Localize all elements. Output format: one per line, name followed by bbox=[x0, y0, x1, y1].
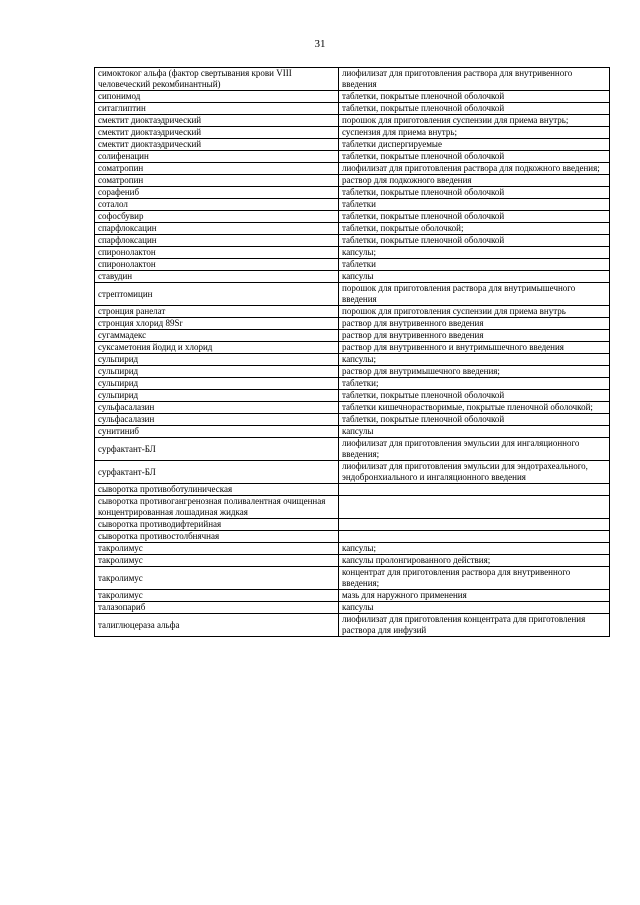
dosage-form-cell: капсулы; bbox=[339, 247, 610, 259]
table-row bbox=[95, 342, 610, 354]
dosage-form-cell: таблетки, покрытые пленочной оболочкой bbox=[339, 390, 610, 402]
drug-name-cell: сорафениб bbox=[95, 187, 339, 199]
page-number: 31 bbox=[314, 38, 326, 50]
table-row bbox=[95, 163, 610, 175]
drug-name-cell: такролимус bbox=[95, 555, 339, 567]
dosage-form-cell bbox=[339, 496, 610, 519]
drug-name-cell: суксаметония йодид и хлорид bbox=[95, 342, 339, 354]
drug-name-cell: сульфасалазин bbox=[95, 402, 339, 414]
table-row bbox=[95, 283, 610, 306]
drug-name-cell: ситаглиптин bbox=[95, 103, 339, 115]
table-row bbox=[95, 567, 610, 590]
dosage-form-cell: таблетки, покрытые пленочной оболочкой bbox=[339, 151, 610, 163]
dosage-form-cell: капсулы; bbox=[339, 354, 610, 366]
table-row bbox=[95, 103, 610, 115]
dosage-form-cell: раствор для внутримышечного введения; bbox=[339, 366, 610, 378]
dosage-form-cell: концентрат для приготовления раствора для внутривенного введения; bbox=[339, 567, 610, 590]
drug-name-cell: сульфасалазин bbox=[95, 414, 339, 426]
table-row bbox=[95, 519, 610, 531]
table-row bbox=[95, 614, 610, 637]
dosage-form-cell: лиофилизат для приготовления эмульсии для ингаляционного введения; bbox=[339, 438, 610, 461]
table-row bbox=[95, 211, 610, 223]
drug-name-cell: соматропин bbox=[95, 175, 339, 187]
dosage-form-cell: капсулы bbox=[339, 271, 610, 283]
table-row bbox=[95, 139, 610, 151]
drug-name-cell: сунитиниб bbox=[95, 426, 339, 438]
dosage-form-cell: таблетки кишечнорастворимые, покрытые пленочной оболочкой; bbox=[339, 402, 610, 414]
table-row bbox=[95, 602, 610, 614]
table-row bbox=[95, 330, 610, 342]
drug-name-cell: сыворотка противоботулиническая bbox=[95, 484, 339, 496]
dosage-form-cell: таблетки, покрытые пленочной оболочкой bbox=[339, 103, 610, 115]
drug-name-cell: сульпирид bbox=[95, 378, 339, 390]
dosage-form-cell bbox=[339, 519, 610, 531]
dosage-form-cell: таблетки bbox=[339, 199, 610, 211]
dosage-form-cell: таблетки, покрытые пленочной оболочкой bbox=[339, 187, 610, 199]
dosage-form-cell: суспензия для приема внутрь; bbox=[339, 127, 610, 139]
table-row bbox=[95, 91, 610, 103]
dosage-form-cell: капсулы bbox=[339, 426, 610, 438]
dosage-form-cell: мазь для наружного применения bbox=[339, 590, 610, 602]
dosage-form-cell: таблетки, покрытые пленочной оболочкой bbox=[339, 211, 610, 223]
drug-name-cell: сыворотка противостолбнячная bbox=[95, 531, 339, 543]
dosage-form-cell: капсулы пролонгированного действия; bbox=[339, 555, 610, 567]
table-row bbox=[95, 390, 610, 402]
drug-name-cell: сипонимод bbox=[95, 91, 339, 103]
table-row bbox=[95, 223, 610, 235]
table-row bbox=[95, 259, 610, 271]
dosage-form-cell: таблетки, покрытые оболочкой; bbox=[339, 223, 610, 235]
drug-name-cell: спиронолактон bbox=[95, 247, 339, 259]
dosage-form-cell bbox=[339, 484, 610, 496]
drug-name-cell: талиглюцераза альфа bbox=[95, 614, 339, 637]
dosage-form-cell: таблетки, покрытые пленочной оболочкой bbox=[339, 414, 610, 426]
dosage-form-cell: порошок для приготовления раствора для внутримышечного введения bbox=[339, 283, 610, 306]
dosage-form-cell: таблетки; bbox=[339, 378, 610, 390]
table-row bbox=[95, 461, 610, 484]
drug-name-cell: сурфактант-БЛ bbox=[95, 438, 339, 461]
drug-name-cell: соталол bbox=[95, 199, 339, 211]
table-row bbox=[95, 187, 610, 199]
table-row bbox=[95, 590, 610, 602]
drug-name-cell: спарфлоксацин bbox=[95, 223, 339, 235]
drug-name-cell: спиронолактон bbox=[95, 259, 339, 271]
dosage-form-cell: капсулы; bbox=[339, 543, 610, 555]
dosage-form-cell: таблетки bbox=[339, 259, 610, 271]
dosage-form-cell bbox=[339, 531, 610, 543]
drug-name-cell: ставудин bbox=[95, 271, 339, 283]
table-row bbox=[95, 199, 610, 211]
drug-name-cell: сурфактант-БЛ bbox=[95, 461, 339, 484]
table-row bbox=[95, 543, 610, 555]
table-row bbox=[95, 484, 610, 496]
dosage-form-cell: капсулы bbox=[339, 602, 610, 614]
drug-name-cell: софосбувир bbox=[95, 211, 339, 223]
drug-name-cell: стронция ранелат bbox=[95, 306, 339, 318]
table-body bbox=[95, 68, 610, 637]
dosage-form-cell: раствор для внутривенного и внутримышечного введения bbox=[339, 342, 610, 354]
table-row bbox=[95, 151, 610, 163]
table-row bbox=[95, 555, 610, 567]
table-row bbox=[95, 235, 610, 247]
table-row bbox=[95, 306, 610, 318]
drug-name-cell: стронция хлорид 89Sr bbox=[95, 318, 339, 330]
drug-name-cell: соматропин bbox=[95, 163, 339, 175]
dosage-form-cell: таблетки, покрытые пленочной оболочкой bbox=[339, 91, 610, 103]
drug-name-cell: такролимус bbox=[95, 543, 339, 555]
table-row bbox=[95, 378, 610, 390]
drug-name-cell: такролимус bbox=[95, 567, 339, 590]
drug-name-cell: талазопариб bbox=[95, 602, 339, 614]
drug-name-cell: сыворотка противодифтерийная bbox=[95, 519, 339, 531]
dosage-form-cell: раствор для подкожного введения bbox=[339, 175, 610, 187]
drug-name-cell: симоктоког альфа (фактор свертывания крови VIII человеческий рекомбинантный) bbox=[95, 68, 339, 91]
dosage-form-cell: таблетки, покрытые пленочной оболочкой bbox=[339, 235, 610, 247]
table-row bbox=[95, 318, 610, 330]
dosage-form-cell: лиофилизат для приготовления концентрата для приготовления раствора для инфузий bbox=[339, 614, 610, 637]
drug-name-cell: сыворотка противогангренозная поливалентная очищенная концентрированная лошадиная жидкая bbox=[95, 496, 339, 519]
drug-name-cell: смектит диоктаэдрический bbox=[95, 115, 339, 127]
drug-name-cell: солифенацин bbox=[95, 151, 339, 163]
dosage-form-cell: лиофилизат для приготовления раствора для внутривенного введения bbox=[339, 68, 610, 91]
drug-name-cell: сульпирид bbox=[95, 390, 339, 402]
table-row bbox=[95, 426, 610, 438]
table-row bbox=[95, 115, 610, 127]
dosage-form-cell: раствор для внутривенного введения bbox=[339, 318, 610, 330]
table-row bbox=[95, 271, 610, 283]
table-row bbox=[95, 438, 610, 461]
table-row bbox=[95, 414, 610, 426]
table-row bbox=[95, 402, 610, 414]
table-row bbox=[95, 366, 610, 378]
table-row bbox=[95, 354, 610, 366]
drug-name-cell: смектит диоктаэдрический bbox=[95, 139, 339, 151]
table-row bbox=[95, 496, 610, 519]
drug-name-cell: сугаммадекс bbox=[95, 330, 339, 342]
drug-name-cell: спарфлоксацин bbox=[95, 235, 339, 247]
dosage-form-cell: раствор для внутривенного введения bbox=[339, 330, 610, 342]
drug-name-cell: стрептомицин bbox=[95, 283, 339, 306]
drug-name-cell: смектит диоктаэдрический bbox=[95, 127, 339, 139]
dosage-form-cell: лиофилизат для приготовления эмульсии для эндотрахеального, эндобронхиального и ингаляционного введения bbox=[339, 461, 610, 484]
table-row bbox=[95, 68, 610, 91]
drug-name-cell: такролимус bbox=[95, 590, 339, 602]
dosage-form-cell: порошок для приготовления суспензии для приема внутрь bbox=[339, 306, 610, 318]
dosage-form-cell: таблетки диспергируемые bbox=[339, 139, 610, 151]
dosage-form-cell: порошок для приготовления суспензии для приема внутрь; bbox=[339, 115, 610, 127]
table-row bbox=[95, 127, 610, 139]
drug-table bbox=[94, 67, 610, 637]
table-row bbox=[95, 175, 610, 187]
table-row bbox=[95, 247, 610, 259]
dosage-form-cell: лиофилизат для приготовления раствора для подкожного введения; bbox=[339, 163, 610, 175]
drug-name-cell: сульпирид bbox=[95, 366, 339, 378]
drug-name-cell: сульпирид bbox=[95, 354, 339, 366]
table-row bbox=[95, 531, 610, 543]
